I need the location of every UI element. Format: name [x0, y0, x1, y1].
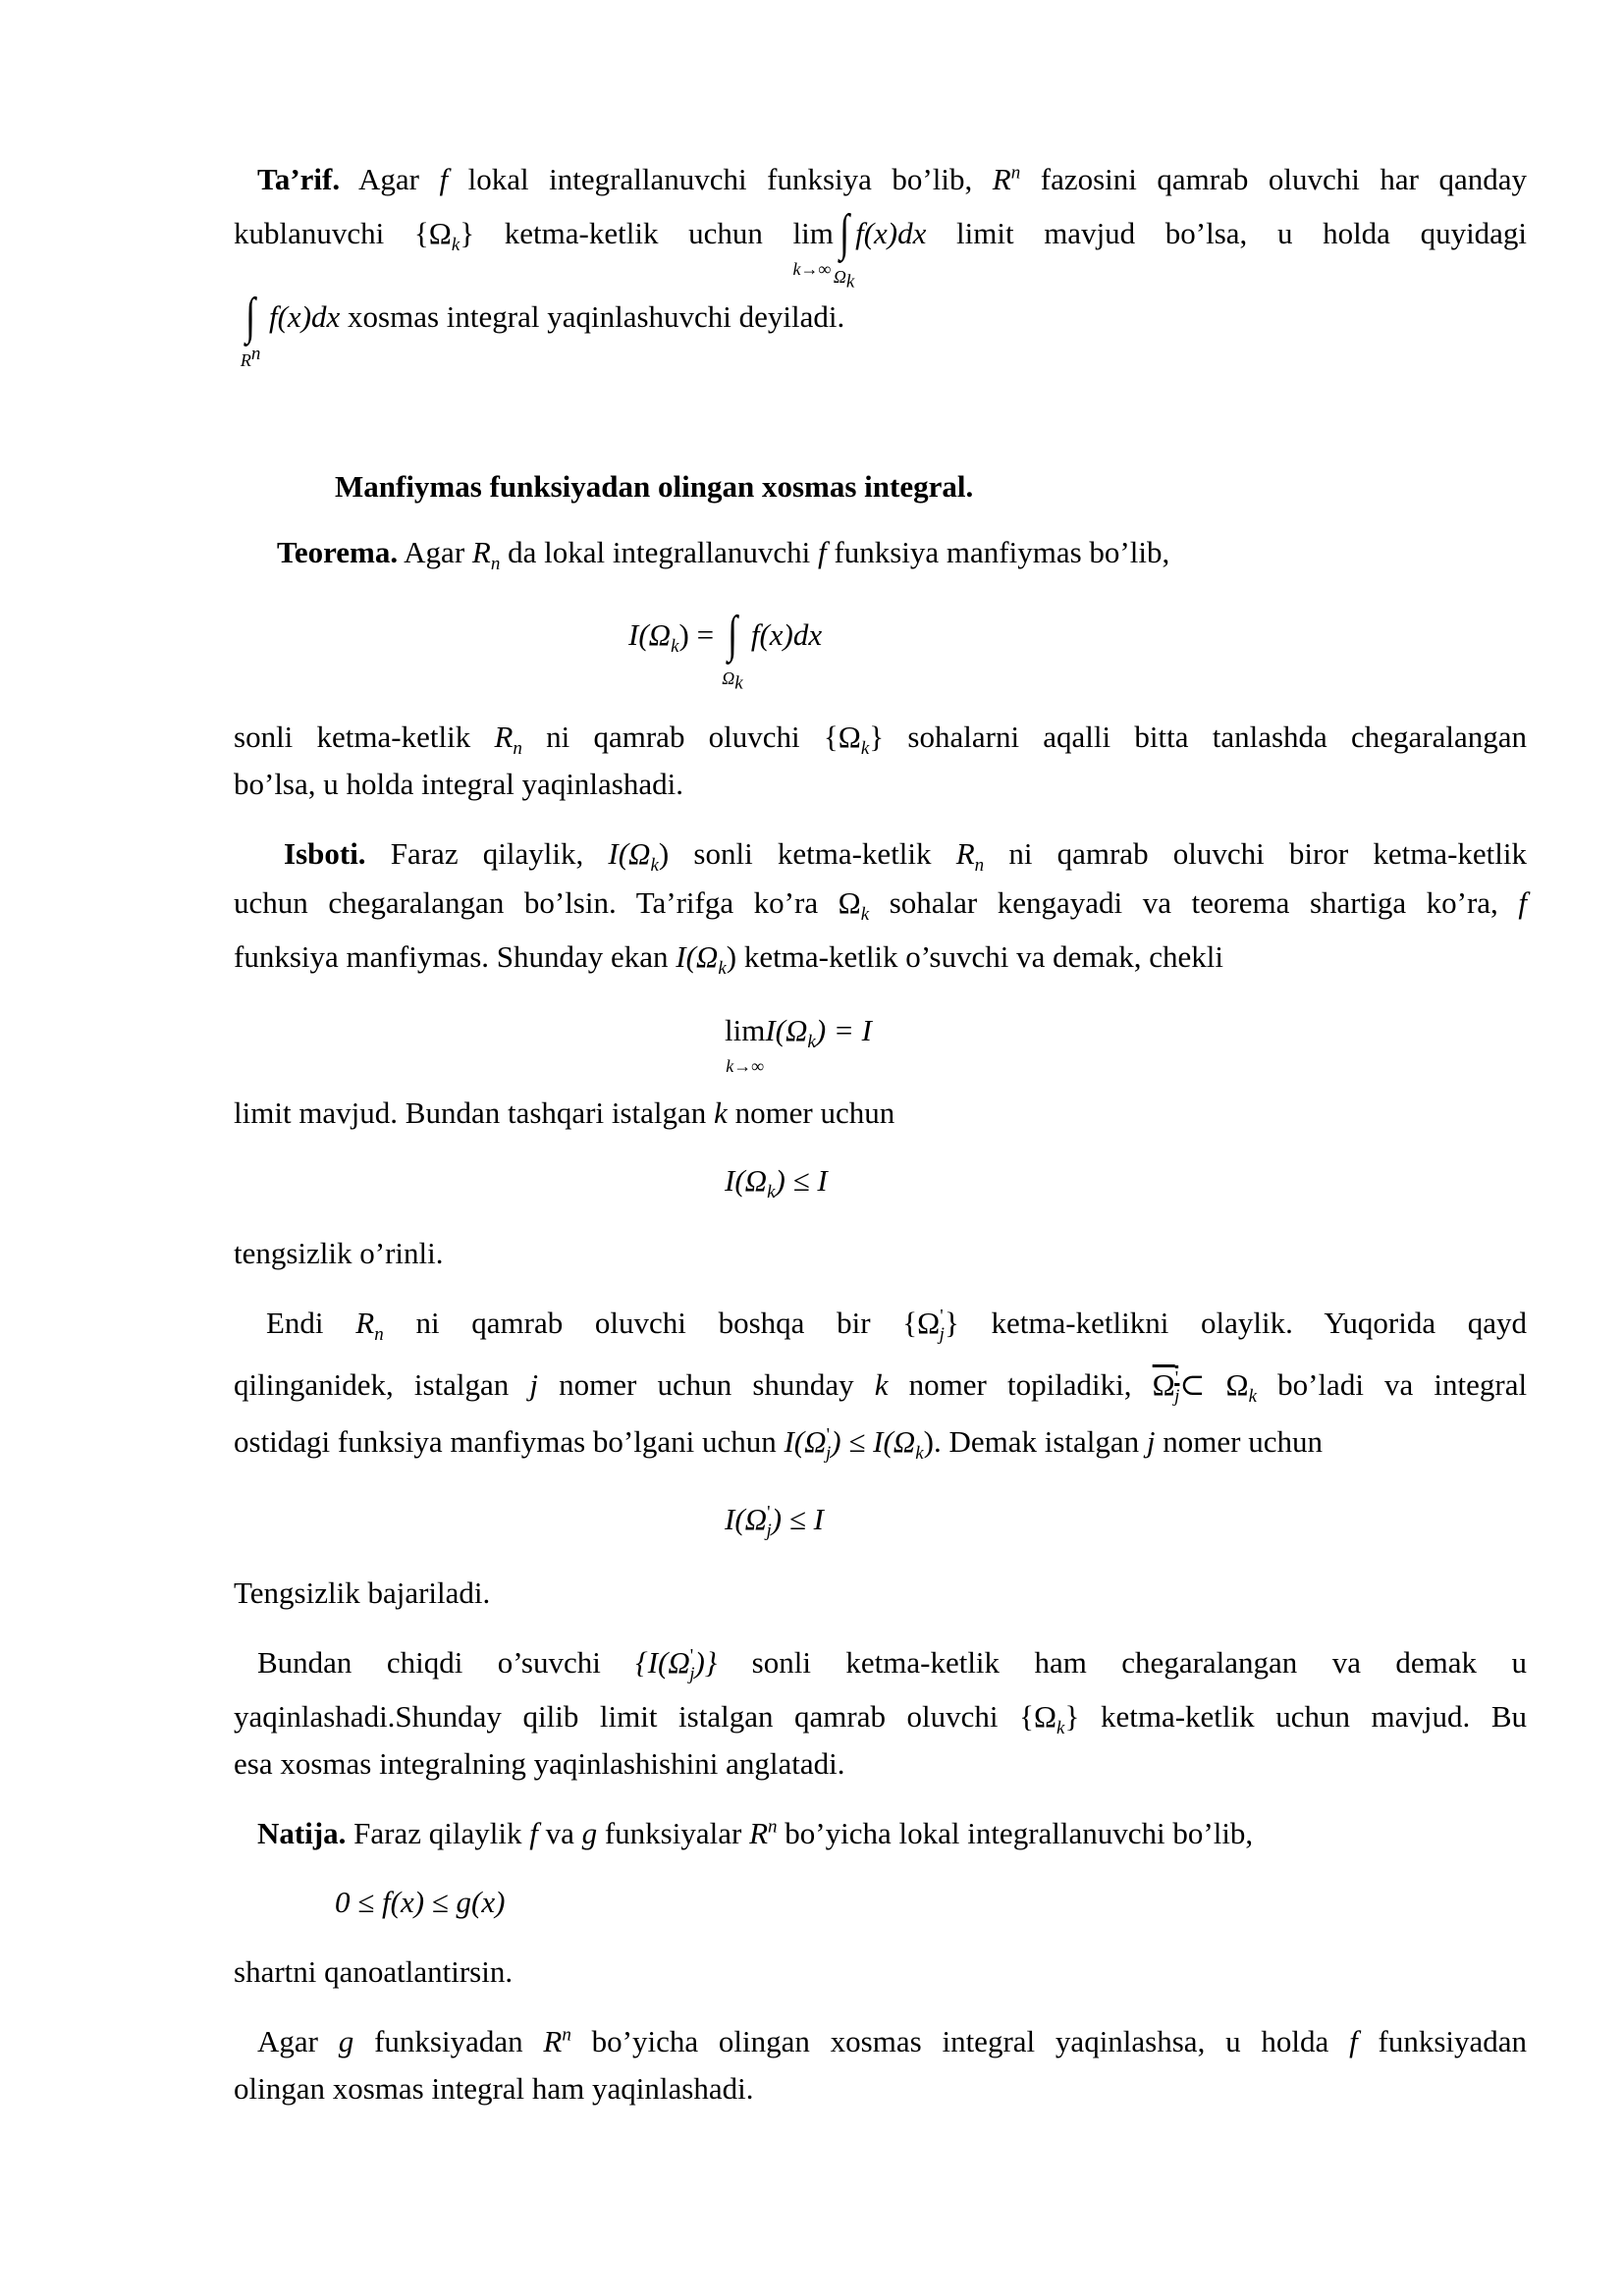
proof-line-10: Bundan chiqdi o’suvchi $\{I(\Omega'_j)\}$ sonli ketma-ketlik ham chegaralangan va demak u	[257, 1645, 1527, 1685]
theorem-line-2: sonli ketma-ketlik $R_n$ ni qamrab oluvchi $\{\Omega_k\}$ sohalarni aqalli bitta tanlashda chegaralangan	[234, 720, 1528, 760]
proof-line-9: Tengsizlik bajariladi.	[234, 1575, 491, 1610]
integral-sign: ∫ $\Omega_k$	[722, 607, 743, 694]
section-heading: Manfiymas funksiyadan olingan xosmas integral.	[335, 469, 974, 504]
corollary-line-3: Agar g funksiyadan $R^n$ bo’yicha olingan xosmas integral yaqinlashsa, u holda f funksiyadan	[257, 2024, 1528, 2058]
proof-line-8: ostidagi funksiya manfiymas bo’lgani uchun $I(\Omega'_j) \le I(\Omega_k)$. Demak istalgan j nomer uchun	[234, 1424, 1323, 1465]
proof-line-5: tengsizlik o’rinli.	[234, 1236, 444, 1270]
definition-line-1: Ta’rif. Agar f lokal integrallanuvchi funksiya bo’lib, $R^n$ fazosini qamrab oluvchi har qanday	[257, 162, 1528, 196]
proof-line-3: funksiya manfiymas. Shunday ekan $I(\Omega_k)$ ketma-ketlik o’suvchi va demak, chekli	[234, 939, 1223, 980]
definition-line-2: kublanuvchi $\{\Omega_k\}$ ketma-ketlik uchun lim k→∞ ∫ $\Omega_k$ f(x)dx limit mavjud bo’lsa, u holda quyidagi	[234, 205, 1528, 293]
proof-label: Isboti.	[284, 836, 366, 871]
proof-line-4: limit mavjud. Bundan tashqari istalgan k nomer uchun	[234, 1095, 895, 1130]
corollary-label: Natija.	[257, 1816, 347, 1850]
theorem-formula: $I(\Omega_k)$ = ∫ $\Omega_k$ f(x)dx	[628, 607, 823, 694]
proof-formula-2: $I(\Omega_k) \le I$	[725, 1163, 828, 1203]
corollary-line-1: Natija. Faraz qilaylik f va g funksiyalar $R^n$ bo’yicha lokal integrallanuvchi bo’lib,	[257, 1816, 1254, 1850]
proof-formula-3: $I(\Omega'_j) \le I$	[725, 1502, 824, 1542]
theorem-label: Teorema.	[277, 535, 399, 569]
proof-line-6: Endi $R_n$ ni qamrab oluvchi boshqa bir $\{\Omega'_j\}$ ketma-ketlikni olaylik. Yuqorida qayd	[266, 1306, 1528, 1346]
corollary-line-4: olingan xosmas integral ham yaqinlashadi.	[234, 2071, 754, 2106]
integral-sign: ∫ $\Omega_k$	[833, 205, 855, 293]
proof-formula-1: lim k→∞ $I(\Omega_k) = I$	[725, 1013, 872, 1076]
proof-line-7: qilinganidek, istalgan j nomer uchun shunday k nomer topiladiki, $\Omega'_j\subset$ $\Omega_k$ bo’ladi va integral	[234, 1367, 1528, 1408]
definition-line-3: ∫ $R^n$ f(x)dx xosmas integral yaqinlashuvchi deyiladi.	[240, 289, 845, 370]
proof-line-1: Isboti. Faraz qilaylik, $I(\Omega_k)$ sonli ketma-ketlik $R_n$ ni qamrab oluvchi biror ketma-ketlik	[284, 836, 1527, 877]
theorem-line-3: bo’lsa, u holda integral yaqinlashadi.	[234, 767, 683, 801]
proof-line-11: yaqinlashadi.Shunday qilib limit istalgan qamrab oluvchi $\{\Omega_k\}$ ketma-ketlik uchun mavjud. Bu	[234, 1699, 1527, 1739]
corollary-formula: 0 ≤ f(x) ≤ g(x)	[335, 1885, 506, 1919]
integral-sign: ∫ $R^n$	[240, 289, 261, 370]
proof-line-2: uchun chegaralangan bo’lsin. Ta’rifga ko’ra $\Omega_k$ sohalar kengayadi va teorema shartiga ko’ra, f	[234, 885, 1527, 926]
proof-line-12: esa xosmas integralning yaqinlashishini anglatadi.	[234, 1746, 845, 1781]
definition-label: Ta’rif.	[257, 162, 341, 196]
limit-expression: lim k→∞	[792, 216, 834, 279]
corollary-line-2: shartni qanoatlantirsin.	[234, 1954, 514, 1989]
theorem-line-1: Teorema. Agar $R_n$ da lokal integrallanuvchi f funksiya manfiymas bo’lib,	[277, 535, 1170, 575]
